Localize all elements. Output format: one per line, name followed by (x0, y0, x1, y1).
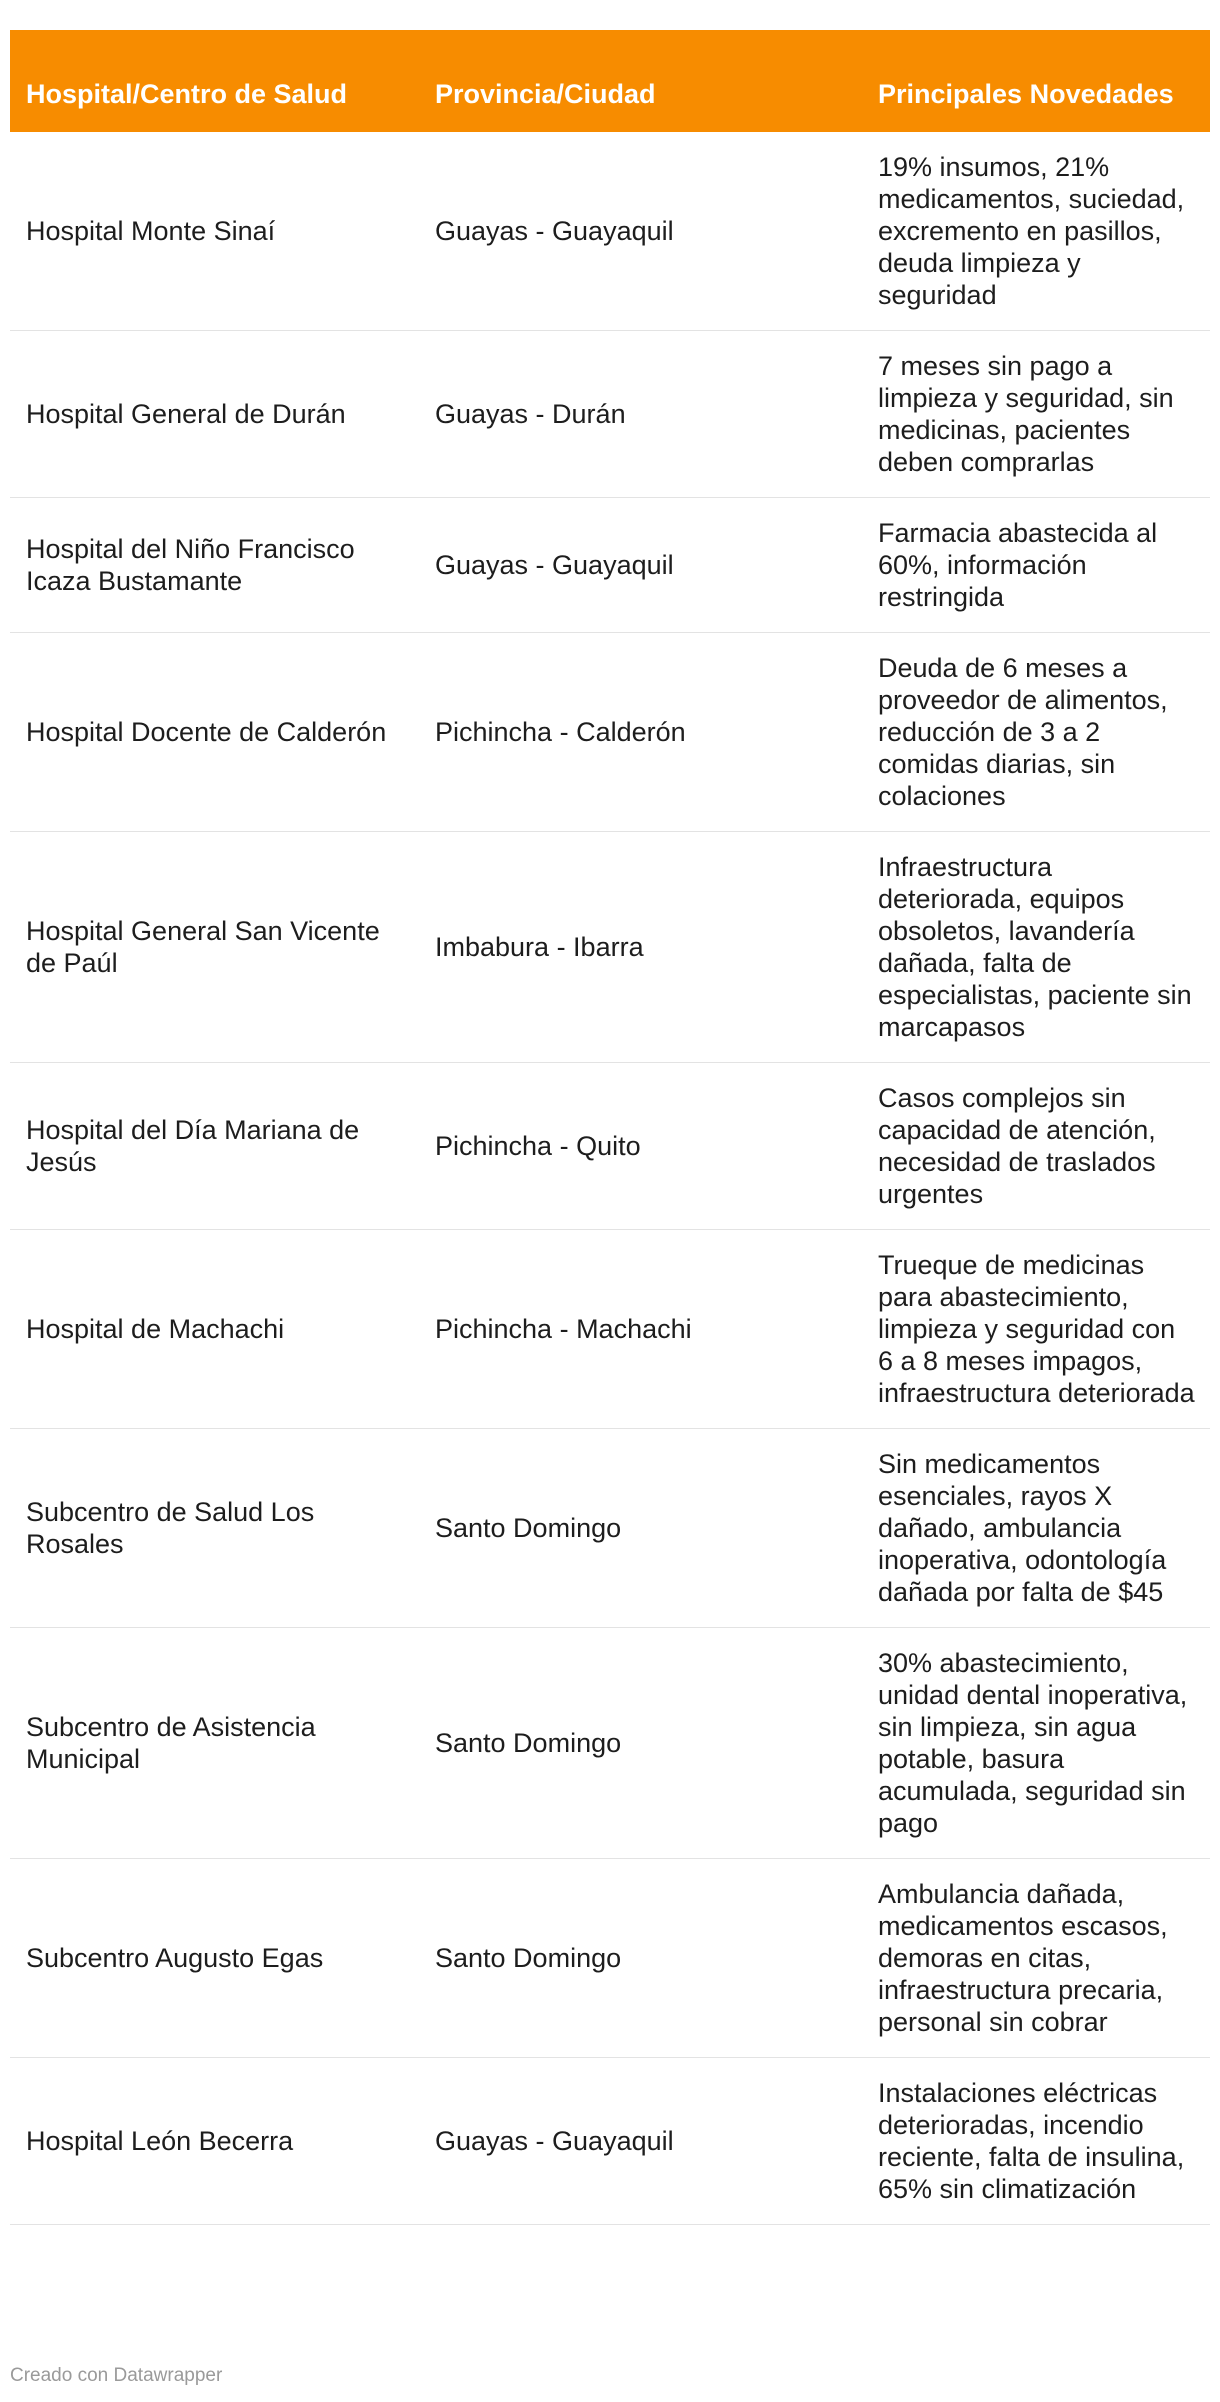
column-header-hospital[interactable]: Hospital/Centro de Salud (26, 79, 348, 109)
table-header (10, 30, 1210, 132)
header-row (10, 30, 1210, 132)
table-row (10, 1628, 1210, 1859)
cell-provincia: Guayas - Durán (419, 331, 862, 498)
cell-hospital: Hospital de Machachi (10, 1230, 419, 1429)
table-row (10, 1063, 1210, 1230)
cell-novedades: Casos complejos sin capacidad de atención, necesidad de traslados urgentes (862, 1063, 1210, 1230)
cell-hospital: Hospital Docente de Calderón (10, 633, 419, 832)
cell-hospital: Hospital General de Durán (10, 331, 419, 498)
table-body (10, 132, 1210, 2225)
table-row (10, 132, 1210, 331)
cell-hospital: Hospital del Día Mariana de Jesús (10, 1063, 419, 1230)
data-table-container (10, 30, 1210, 2225)
cell-novedades: Ambulancia dañada, medicamentos escasos, demoras en citas, infraestructura precaria, personal sin cobrar (862, 1859, 1210, 2058)
table-row (10, 1859, 1210, 2058)
cell-provincia: Santo Domingo (419, 1628, 862, 1859)
table-row (10, 1230, 1210, 1429)
cell-hospital: Subcentro Augusto Egas (10, 1859, 419, 2058)
cell-novedades: Deuda de 6 meses a proveedor de alimentos, reducción de 3 a 2 comidas diarias, sin colaciones (862, 633, 1210, 832)
column-header-novedades[interactable]: Principales Novedades (878, 79, 1174, 109)
cell-provincia: Guayas - Guayaquil (419, 132, 862, 331)
cell-hospital: Subcentro de Asistencia Municipal (10, 1628, 419, 1859)
cell-hospital: Subcentro de Salud Los Rosales (10, 1429, 419, 1628)
cell-provincia: Guayas - Guayaquil (419, 2058, 862, 2225)
cell-novedades: Instalaciones eléctricas deterioradas, incendio reciente, falta de insulina, 65% sin climatización (862, 2058, 1210, 2225)
column-header-provincia[interactable]: Provincia/Ciudad (435, 79, 656, 109)
cell-novedades: Infraestructura deteriorada, equipos obsoletos, lavandería dañada, falta de especialistas, paciente sin marcapasos (862, 832, 1210, 1063)
cell-novedades: Sin medicamentos esenciales, rayos X dañado, ambulancia inoperativa, odontología dañada por falta de $45 (862, 1429, 1210, 1628)
cell-provincia: Santo Domingo (419, 1859, 862, 2058)
cell-novedades: Trueque de medicinas para abastecimiento, limpieza y seguridad con 6 a 8 meses impagos, infraestructura deteriorada (862, 1230, 1210, 1429)
table-row (10, 2058, 1210, 2225)
footer-credit[interactable]: Creado con Datawrapper (10, 2365, 223, 2386)
cell-provincia: Pichincha - Quito (419, 1063, 862, 1230)
cell-provincia: Santo Domingo (419, 1429, 862, 1628)
cell-provincia: Pichincha - Calderón (419, 633, 862, 832)
cell-provincia: Pichincha - Machachi (419, 1230, 862, 1429)
cell-hospital: Hospital General San Vicente de Paúl (10, 832, 419, 1063)
hospital-table (10, 30, 1210, 2225)
cell-hospital: Hospital León Becerra (10, 2058, 419, 2225)
cell-novedades: 30% abastecimiento, unidad dental inoperativa, sin limpieza, sin agua potable, basura acumulada, seguridad sin pago (862, 1628, 1210, 1859)
cell-novedades: 19% insumos, 21% medicamentos, suciedad, excremento en pasillos, deuda limpieza y seguridad (862, 132, 1210, 331)
table-row (10, 331, 1210, 498)
table-row (10, 498, 1210, 633)
table-row (10, 1429, 1210, 1628)
table-row (10, 832, 1210, 1063)
cell-novedades: Farmacia abastecida al 60%, información restringida (862, 498, 1210, 633)
table-row (10, 633, 1210, 832)
cell-provincia: Guayas - Guayaquil (419, 498, 862, 633)
cell-hospital: Hospital del Niño Francisco Icaza Bustamante (10, 498, 419, 633)
cell-novedades: 7 meses sin pago a limpieza y seguridad, sin medicinas, pacientes deben comprarlas (862, 331, 1210, 498)
cell-hospital: Hospital Monte Sinaí (10, 132, 419, 331)
cell-provincia: Imbabura - Ibarra (419, 832, 862, 1063)
